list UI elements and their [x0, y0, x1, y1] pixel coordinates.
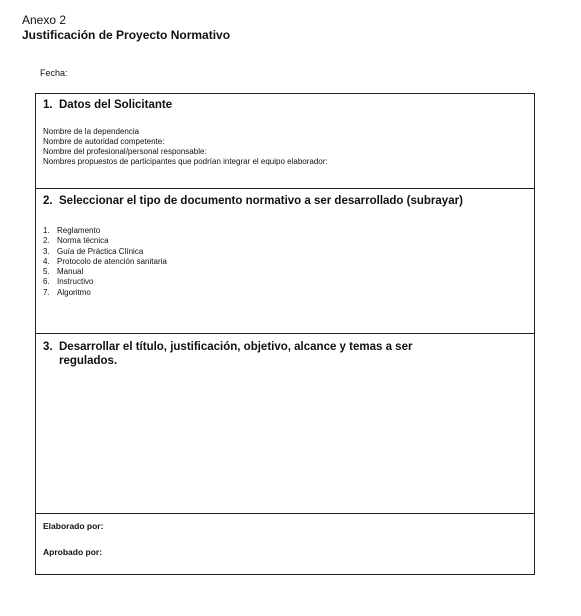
field-participantes: Nombres propuestos de participantes que podrían integrar el equipo elaborador:	[43, 157, 328, 166]
field-autoridad: Nombre de autoridad competente:	[43, 137, 165, 146]
field-dependencia: Nombre de la dependencia	[43, 127, 140, 136]
aprobado-por-label: Aprobado por:	[43, 547, 103, 557]
section-2-number: 2.	[43, 195, 53, 207]
section-tipo-documento	[36, 189, 534, 334]
section-1-title	[43, 98, 172, 112]
document-header	[22, 13, 230, 43]
form-bottom-border	[35, 574, 535, 575]
elaborado-por-label: Elaborado por:	[43, 521, 104, 531]
list-item: 2. Norma técnica	[43, 236, 109, 246]
section-3-number: 3.	[43, 341, 53, 353]
fecha-label: Fecha:	[40, 68, 68, 78]
section-3-title	[43, 340, 412, 354]
section-desarrollo	[36, 334, 534, 610]
section-3-heading-line1: Desarrollar el título, justificación, objetivo, alcance y temas a ser	[59, 341, 413, 353]
section-2-title	[43, 194, 463, 208]
section-1-heading: Datos del Solicitante	[59, 99, 173, 111]
annex-label: Anexo 2	[22, 13, 67, 27]
field-responsable: Nombre del profesional/personal responsable:	[43, 147, 207, 156]
list-item: 5. Manual	[43, 267, 84, 277]
section-1-number: 1.	[43, 99, 53, 111]
section-2-heading: Seleccionar el tipo de documento normativo a ser desarrollado (subrayar)	[59, 195, 463, 207]
list-item: 6. Instructivo	[43, 277, 94, 287]
list-item: 7. Algoritmo	[43, 287, 91, 297]
list-item: 1. Reglamento	[43, 226, 101, 235]
document-title: Justificación de Proyecto Normativo	[22, 28, 231, 42]
signature-divider	[36, 513, 534, 514]
list-item: 3. Guía de Práctica Clínica	[43, 246, 144, 256]
section-3-heading-line2: regulados.	[59, 355, 118, 367]
document-type-list	[43, 226, 167, 298]
section-solicitante	[36, 94, 534, 189]
list-item: 4. Protocolo de atención sanitaria	[43, 256, 167, 266]
form-table	[35, 93, 535, 575]
